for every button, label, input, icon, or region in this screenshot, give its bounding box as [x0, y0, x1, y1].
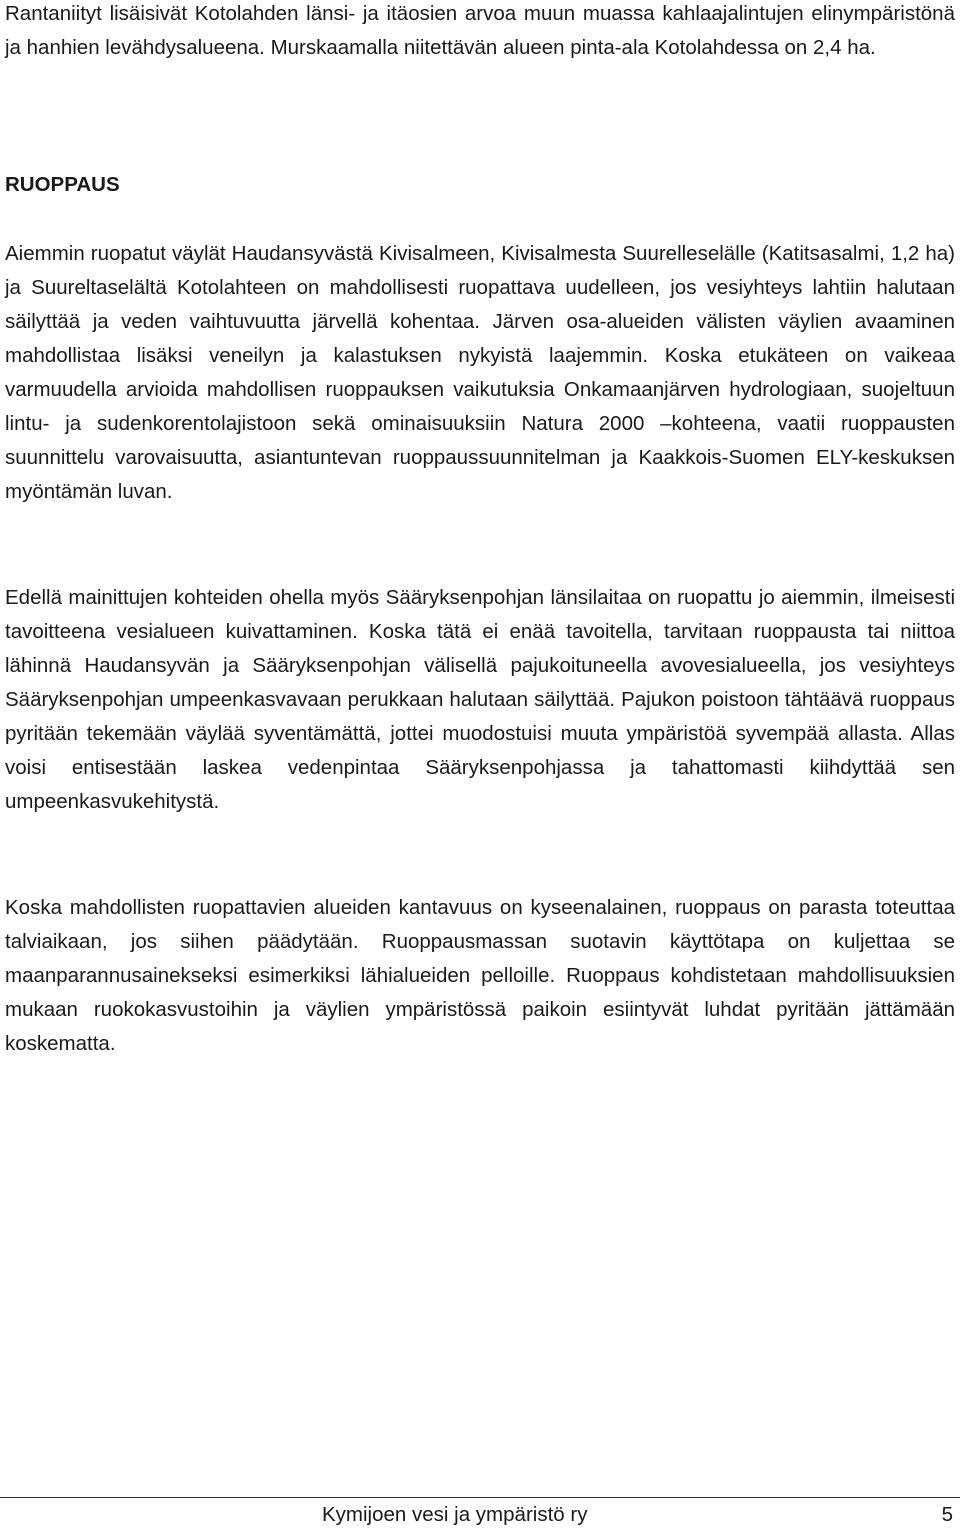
paragraph-dredging-3: Koska mahdollisten ruopattavien alueiden kantavuus on kyseenalainen, ruoppaus on parasta toteuttaa talviaikaan, jos siihen päädytään. Ruoppausmassan suotavin käyttötapa on kuljettaa se maanparannusainekseksi esimerkiksi lähialueiden pelloille. Ruoppaus kohdistetaan mahdollisuuksien mukaan ruokokasvustoihin ja väylien ympäristössä paikoin esiintyvät luhdat pyritään jättämään koskematta. — [5, 896, 955, 1055]
footer-page-number: 5 — [941, 1503, 953, 1526]
paragraph-dredging-2: Edellä mainittujen kohteiden ohella myös Sääryksenpohjan länsilaitaa on ruopattu jo aiemmin, ilmeisesti tavoitteena vesialueen kuivattaminen. Koska tätä ei enää tavoitella, tarvitaan ruoppausta tai niittoa lähinnä Haudansyvän ja Sääryksenpohjan välisellä pajukoituneella avovesialueella, jos vesiyhteys Sääryksenpohjan umpeenkasvavaan perukkaan halutaan säilyttää. Pajukon poistoon tähtäävä ruoppaus pyritään tekemään väylää syventämättä, jottei muodostuisi muuta ympäristöä syvempää allasta. Allas voisi entisestään laskea vedenpintaa Sääryksenpohjassa ja tahattomasti kiihdyttää sen umpeenkasvukehitystä. — [5, 586, 955, 813]
section-heading: RUOPPAUS — [5, 173, 120, 196]
paragraph-dredging-1: Aiemmin ruopatut väylät Haudansyvästä Kivisalmeen, Kivisalmesta Suurelleselälle (Katitsasalmi, 1,2 ha) ja Suureltaselältä Kotolahteen on mahdollisesti ruopattava uudelleen, jos vesiyhteys lahtiin halutaan säilyttää ja veden vaihtuvuutta järvellä kohentaa. Järven osa-alueiden välisten väylien avaaminen mahdollistaa lisäksi veneilyn ja kalastuksen nykyistä laajemmin. Koska etukäteen on vaikeaa varmuudella arvioida mahdollisen ruoppauksen vaikutuksia Onkamaanjärven hydrologiaan, suojeltuun lintu- ja sudenkorentolajistoon sekä ominaisuuksiin Natura 2000 –kohteena, vaatii ruoppausten suunnittelu varovaisuutta, asiantuntevan ruoppaussuunnitelman ja Kaakkois-Suomen ELY-keskuksen myöntämän luvan. — [5, 242, 955, 503]
page-footer — [0, 1500, 960, 1530]
footer-organization: Kymijoen vesi ja ympäristö ry — [322, 1503, 588, 1526]
paragraph-intro: Rantaniityt lisäisivät Kotolahden länsi- ja itäosien arvoa muun muassa kahlaajalintujen elinympäristönä ja hanhien levähdysalueena. Murskaamalla niitettävän alueen pinta-ala Kotolahdessa on 2,4 ha. — [5, 2, 955, 59]
footer-divider — [0, 1497, 960, 1498]
